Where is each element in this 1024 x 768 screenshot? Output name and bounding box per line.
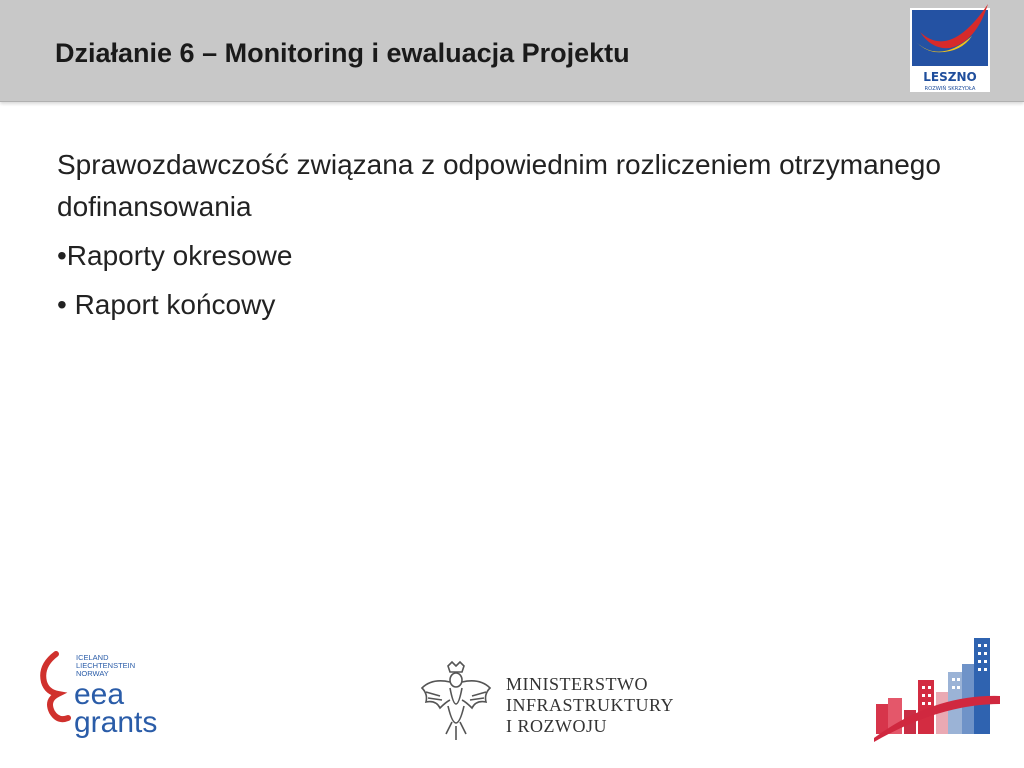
eea-country-3: NORWAY — [76, 669, 109, 678]
leszno-logo-text: LESZNO — [923, 70, 977, 84]
eea-country-2: LIECHTENSTEIN — [76, 661, 136, 670]
grants-word: grants — [74, 706, 158, 739]
bullet-item: •Raporty okresowe — [57, 240, 293, 271]
intro-text: Sprawozdawczość związana z odpowiednim rozliczeniem otrzymanego dofinansowania — [57, 149, 941, 222]
eea-country-1: ICELAND — [76, 653, 109, 662]
header-bar — [0, 0, 1024, 102]
city-buildings-logo — [874, 634, 1002, 742]
ministry-line-2: INFRASTRUKTURY — [506, 695, 675, 715]
bullet-item: • Raport końcowy — [57, 289, 276, 320]
page-title: Działanie 6 – Monitoring i ewaluacja Projektu — [55, 38, 630, 68]
ministry-line-1: MINISTERSTWO — [506, 674, 648, 694]
ministry-line-3: I ROZWOJU — [506, 716, 607, 736]
eea-grants-logo — [38, 648, 173, 740]
slide-content — [57, 144, 957, 326]
eea-word: eea — [74, 678, 125, 711]
leszno-logo-tagline: ROZWIŃ SKRZYDŁA — [924, 86, 976, 92]
ministry-logo — [418, 660, 688, 742]
leszno-logo — [910, 2, 994, 96]
eagle-emblem-icon — [418, 660, 494, 742]
